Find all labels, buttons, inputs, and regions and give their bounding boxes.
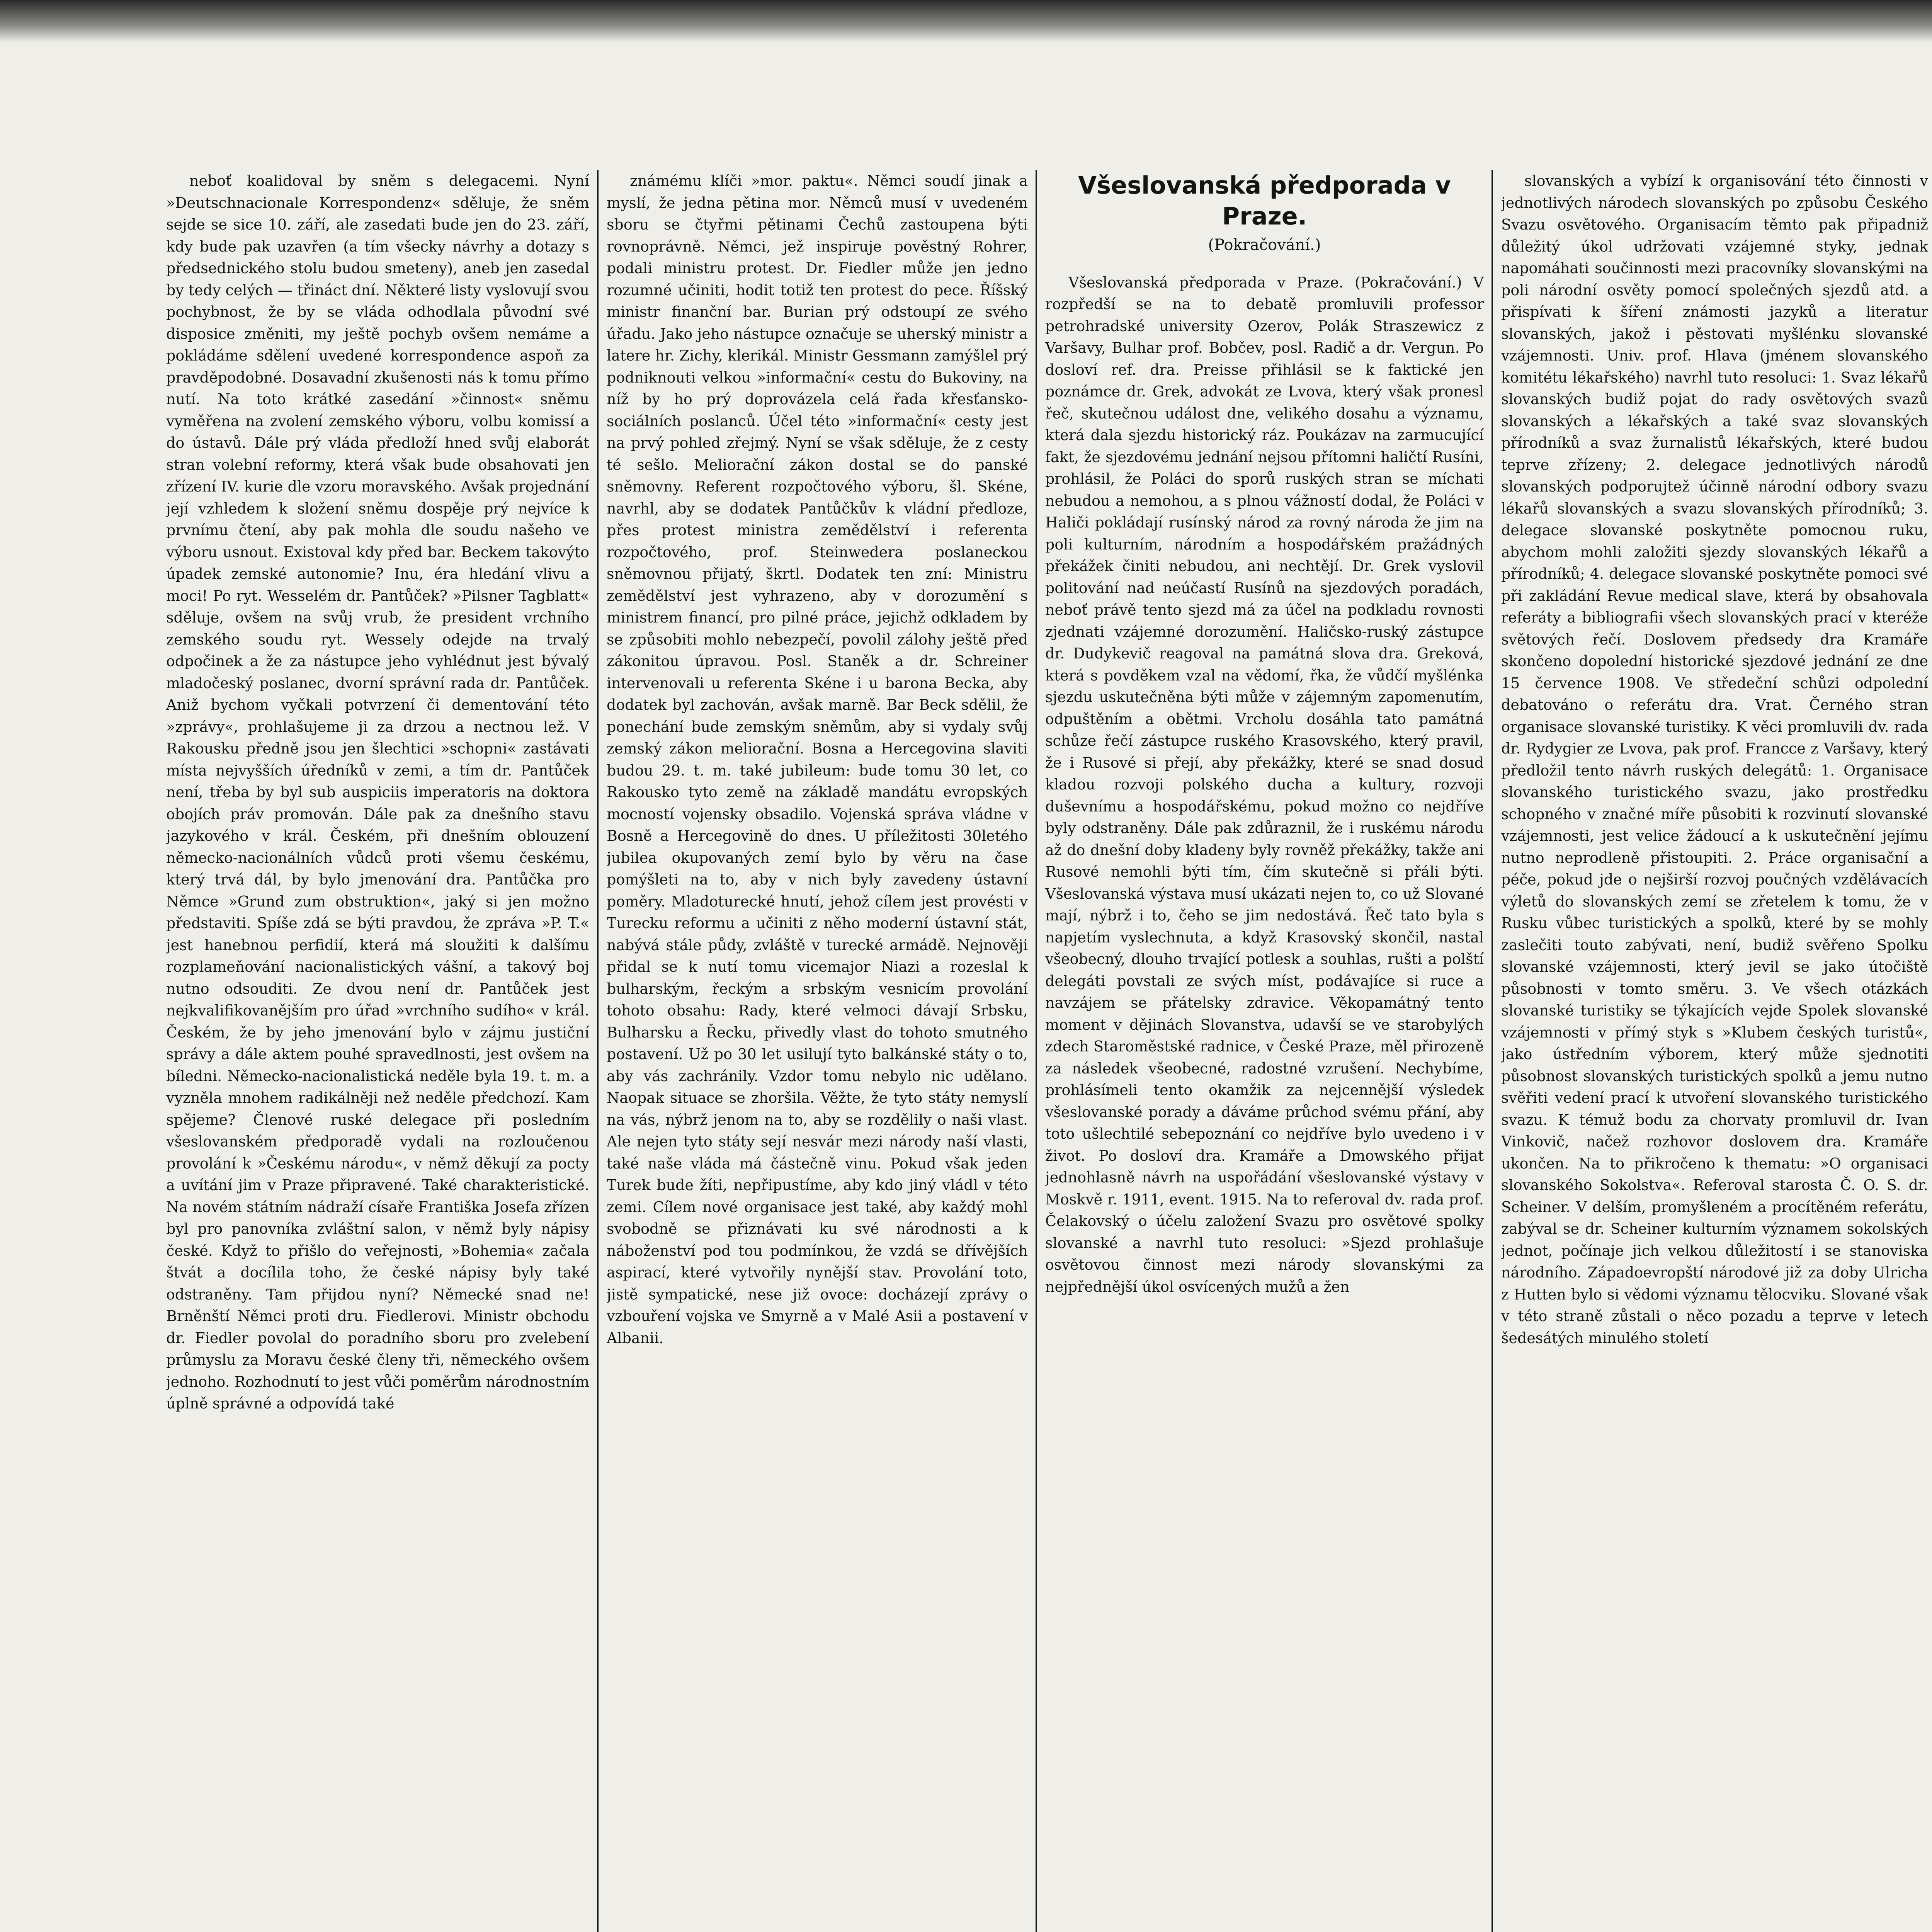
article-column-1	[166, 170, 589, 1932]
article-column-4	[1501, 170, 1928, 1932]
column-text: známému klíči »mor. paktu«. Němci soudí jinak a myslí, že jedna pětina mor. Němců musí v uvedeném sboru se čtyřmi pětinami Čechů zastoupena býti rovnoprávně. Němci, jež inspiruje pověstný Rohrer, podali ministru protest. Dr. Fiedler může jen jedno rozumné učiniti, hodit totiž ten protest do pece. Říšský ministr finanční bar. Burian prý odstoupí ze svého úřadu. Jako jeho nástupce označuje se uherský ministr a latere hr. Zichy, klerikál. Ministr Gessmann zamýšlel prý podniknouti velkou »informační« cestu do Bukoviny, na níž by ho prý doprovázela celá řada křesťansko-sociálních poslanců. Účel této »informační« cesty jest na prvý pohled zřejmý. Nyní se však sděluje, že z cesty té sešlo. Meliorační zákon dostal se do panské sněmovny. Referent rozpočtového výboru, šl. Skéne, navrhl, aby se dodatek Pantůčkův k vládní předloze, přes protest ministra zemědělství i referenta rozpočtového, prof. Steinwedera poslaneckou sněmovnou přijatý, škrtl. Dodatek ten zní: Ministru zemědělství jest vyhrazeno, aby v dorozumění s ministrem financí, pro pilné práce, jejichž odkladem by se způsobiti mohlo nebezpečí, povolil zálohy ještě před zákonitou úpravou. Posl. Staněk a dr. Schreiner intervenovali u referenta Skéne i u barona Becka, aby dodatek byl zachován, avšak marně. Bar Beck sdělil, že ponechání bude zemským sněmům, aby si vydaly svůj zemský zákon meliorační. Bosna a Hercegovina slaviti budou 29. t. m. také jubileum: bude tomu 30 let, co Rakousko tyto země na základě mandátu evropských mocností vojensky obsadilo. Vojenská správa vládne v Bosně a Hercegovině do dnes. U příležitosti 30letého jubilea okupovaných zemí bylo by věru na čase pomýšleti na to, aby v nich byly zavedeny ústavní poměry. Mladoturecké hnutí, jehož cílem jest provésti v Turecku reformu a učiniti z něho moderní ústavní stát, nabývá stále půdy, zvláště v turecké armádě. Nejnověji přidal se k nutí tomu vicemajor Niazi a rozeslal k bulharským, řeckým a srbským vesnicím provolání tohoto obsahu: Rady, které velmoci dávají Srbsku, Bulharsku a Řecku, přivedly vlast do tohoto smutného postavení. Už po 30 let usilují tyto balkánské státy o to, aby vás zachránily. Vzdor tomu nebylo nic udělano. Naopak situace se zhoršila. Věžte, že tyto státy nemyslí na vás, nýbrž jenom na to, aby se rozdělily o naši vlast. Ale nejen tyto státy sejí nesvár mezi národy naší vlasti, také naše vláda má částečně vinu. Pokud však jeden Turek bude žíti, nepřipustíme, aby kdo jiný vládl v této zemi. Cílem nové organisace jest také, aby každý mohl svobodně se přiznávati ku své národnosti a k náboženství pod tou podmínkou, že vzdá se dřívějších aspirací, které vytvořily nynější stav. Provolání toto, jistě sympatické, nese již ovoce: docházejí zprávy o vzbouření vojska ve Smyrně a v Malé Asii a postavení v Albanii.	[607, 172, 1028, 1347]
column-divider-1	[597, 170, 599, 1932]
section-heading: Všeslovanská předporada v Praze.	[1078, 171, 1451, 230]
article-column-2	[607, 170, 1028, 1932]
column-text: neboť koalidoval by sněm s delegacemi. Nyní »Deutschnacionale Korrespondenz« sděluje, že sněm sejde se sice 10. září, ale zasedati bude jen do 23. září, kdy bude pak uzavřen (a tím všecky návrhy a dotazy s předsednického stolu budou smeteny), aneb jen zasedal by tedy celých — třináct dní. Některé listy vyslovují svou pochybnost, že by se vláda odhodlala původní své disposice změniti, my ještě pochyb ovšem nemáme a pokládáme sdělení uvedené korrespondence aspoň za pravděpodobné. Dosavadní zkušenosti nás k tomu přímo nutí. Na toto krátké zasedání »činnost« sněmu vyměřena na zvolení zemského výboru, volbu komissí a do ústavů. Dále prý vláda předloží hned svůj elaborát stran volební reformy, která však bude obsahovati jen zřízení IV. kurie dle vzoru moravského. Avšak projednání její vzhledem k složení sněmu dospěje prý nejvíce k prvnímu čtení, aby pak mohla dle soudu našeho ve výboru usnout. Existoval kdy před bar. Beckem takovýto úpadek zemské autonomie? Inu, éra hledání vlivu a moci! Po ryt. Wesselém dr. Pantůček? »Pilsner Tagblatt« sděluje, ovšem na svůj vrub, že president vrchního zemského soudu ryt. Wessely odejde na trvalý odpočinek a že za nástupce jeho vyhlédnut jest bývalý mladočeský poslanec, dvorní správní rada dr. Pantůček. Aniž bychom vyčkali potvrzení či dementování této »zprávy«, prohlašujeme ji za drzou a nectnou lež. V Rakousku předně jsou jen šlechtici »schopni« zastávati místa nejvyšších úředníků v zemi, a tím dr. Pantůček není, třeba by byl sub auspiciis imperatoris na doktora obojích práv promován. Dále pak za dnešního stavu jazykového v král. Českém, při dnešním oblouzení německo-nacionálních vůdců proti všemu českému, který trvá dál, by bylo jmenování dra. Pantůčka pro Němce »Grund zum obstruktion«, jaký si jen možno představiti. Spíše zdá se býti pravdou, že zpráva »P. T.« jest hanebnou perfidií, která má sloužiti k dalšímu rozplameňování nacionalistických vášní, a takový boj nutno odsouditi. Ze dvou není dr. Pantůček jest nejkvalifikovanějším pro úřad »vrchního sudího« v král. Českém, že by jeho jmenování bylo v zájmu justiční správy a dále aktem pouhé spravedlnosti, jest ovšem na bíledni. Německo-nacionalistická neděle byla 19. t. m. a vyzněla mnohem radikálněji než neděle předchozí. Kam spějeme? Členové ruské delegace při posledním všeslovanském předporadě vydali na rozloučenou provolání k »Českému národu«, v němž děkují za pocty a uvítání jim v Praze připravené. Také charakteristické. Na novém státním nádraží císaře Františka Josefa zřízen byl pro panovníka zvláštní salon, v němž byly nápisy české. Když to přišlo do veřejnosti, »Bohemia« začala štvát a docílila toho, že české nápisy byly také odstraněny. Tam přijdou nyní? Německé snad ne! Brněnští Němci proti dru. Fiedlerovi. Ministr obchodu dr. Fiedler povolal do poradního sboru pro zvelebení průmyslu za Moravu české členy tři, německého ovšem jednoho. Rozhodnutí to jest vůči poměrům národnostním úplně správné a odpovídá také	[166, 172, 589, 1412]
article-column-3	[1045, 170, 1484, 1932]
column-divider-3	[1492, 170, 1493, 1932]
section-subheading: (Pokračování.)	[1208, 236, 1321, 254]
column-divider-2	[1036, 170, 1037, 1932]
column-text: Všeslovanská předporada v Praze. (Pokračování.) V rozpředší se na to debatě promluvili professor petrohradské university Ozerov, Polák Straszewicz z Varšavy, Bulhar prof. Bobčev, posl. Radič a dr. Vergun. Po dosloví ref. dra. Preisse přihlásil se k faktické jen poznámce dr. Grek, advokát ze Lvova, který však pronesl řeč, skutečnou událost dne, velikého dosahu a významu, která dala sjezdu historický ráz. Poukázav na zarmucující fakt, že sjezdovému jednání nejsou přítomni haličtí Rusíni, prohlásil, že Poláci do sporů ruských stran se míchati nebudou a nemohou, a s plnou vážností dodal, že Poláci v Haliči pokládají rusínský národ za rovný národa že jim na poli kulturním, národním a hospodářském pražádných překážek činiti nebudou, ani nechtějí. Dr. Grek vyslovil politování nad neúčastí Rusínů na sjezdových poradách, neboť právě tento sjezd má za účel na podkladu rovnosti zjednati vzájemné dorozumění. Haličsko-ruský zástupce dr. Dudykevič reagoval na památná slova dra. Greková, která s povděkem vzal na vědomí, řka, že vůdčí myšlénka sjezdu uskutečněna býti může v zájemným zapomenutím, odpuštěním a obětmi. Vrcholu dosáhla tato památná schůze řečí zástupce ruského Krasovského, který pravil, že i Rusové si přejí, aby překážky, které se snad dosud kladou rozvoji polského ducha a kultury, rozvoji duševnímu a hospodářskému, pokud možno co nejdříve byly odstraněny. Dále pak zdůraznil, že i ruskému národu až do dnešní doby kladeny byly rovněž překážky, takže ani Rusové nemohli býti tím, čím skutečně si přáli býti. Všeslovanská výstava musí ukázati nejen to, co už Slované mají, nýbrž i to, čeho se jim nedostává. Řeč tato byla s napjetím vyslechnuta, a když Krasovský skončil, nastal všeobecný, dlouho trvající potlesk a souhlas, rušti a polští delegáti povstali ze svých míst, podávajíce si ruce a navzájem se přátelsky zdravice. Věkopamátný tento moment v dějinách Slovanstva, udavší se ve starobylých zdech Staroměstské radnice, v České Praze, měl přirozeně za následek všeobecné, radostné vzrušení. Nechybíme, prohlásímeli tento okamžik za nejcennější výsledek všeslovanské porady a dáváme průchod svému přání, aby toto ušlechtilé sebepoznání co nejdříve bylo uvedeno i v život. Po dosloví dra. Kramáře a Dmowského přijat jednohlasně návrh na uspořádání všeslovanské výstavy v Moskvě r. 1911, event. 1915. Na to referoval dv. rada prof. Čelakovský o účelu založení Svazu pro osvětové spolky slovanské a navrhl tuto resoluci: »Sjezd prohlašuje osvětovou činnost mezi národy slovanskými za nejpřednější úkol osvícených mužů a žen	[1045, 274, 1484, 1295]
scan-edge-shadow	[0, 0, 1932, 43]
column-text: slovanských a vybízí k organisování této činnosti v jednotlivých národech slovanských po způsobu Českého Svazu osvětového. Organisacím těmto pak připadniž důležitý úkol udržovati vzájemné styky, jednak napomáhati součinnosti mezi pracovníky slovanskými na poli národní osvěty pomocí společných sjezdů atd. a přispívati k šíření známosti jazyků a literatur slovanských, jakož i pěstovati myšlénku slovanské vzájemnosti. Univ. prof. Hlava (jménem slovanského komitétu lékařského) navrhl tuto resoluci: 1. Svaz lékařů slovanských budiž pojat do rady osvětových svazů slovanských a lékařských a také svaz slovanských přírodníků a svaz žurnalistů lékařských, které budou teprve zřízeny; 2. delegace jednotlivých národů slovanských podporujtež účinně národní odbory svazu lékařů slovanských a svazu slovanských přírodníků; 3. delegace slovanské poskytněte pomocnou ruku, abychom mohli založiti sjezdy slovanských lékařů a přírodníků; 4. delegace slovanské poskytněte pomoci své při zakládání Revue medical slave, která by obsahovala referáty a bibliografii všech slovanských prací v kteréže světových řečí. Doslovem předsedy dra Kramáře skončeno dopolední historické sjezdové jednání ze dne 15 července 1908. Ve středeční schůzi odpolední debatováno o referátu dra. Vrat. Černého stran organisace slovanské turistiky. K věci promluvili dv. rada dr. Rydygier ze Lvova, pak prof. Francce z Varšavy, který předložil tento návrh ruských delegátů: 1. Organisace slovanského turistického svazu, jako prostředku schopného v značné míře působiti k rozvinutí slovanské vzájemnosti, jest velice žádoucí a k uskutečnění jejímu nutno neprodleně přistoupiti. 2. Práce organisační a péče, pokud jde o nejširší rozvoj poučných vzdělávacích výletů do slovanských zemí se zřetelem k tomu, že v Rusku vůbec turistických a spolků, které by se mohly zaslečiti touto zabývati, není, budiž svěřeno Spolku slovanské vzájemnosti, který jevil se jako útočiště působnosti v tomto směru. 3. Ve všech otázkách slovanské turistiky se týkajících vejde Spolek slovanské vzájemnosti v přímý styk s »Klubem českých turistů«, jako ústředním výborem, který může sjednotiti působnost slovanských turistických spolků a jemu nutno svěřiti vedení prací k utvoření slovanského turistického svazu. K témuž bodu za chorvaty promluvil dr. Ivan Vinkovič, načež rozhovor doslovem dra. Kramáře ukončen. Na to přikročeno k thematu: »O organisaci slovanského Sokolstva«. Referoval starosta Č. O. S. dr. Scheiner. V delším, promyšleném a procítěném referátu, zabýval se dr. Scheiner kulturním významem sokolských jednot, počínaje jich velkou důležitostí i se stanoviska národního. Západoevropští národové již za doby Ulricha z Hutten bylo si vědomi významu tělocviku. Slované však v této straně zůstali o něco pozadu a teprve v letech šedesátých minulého století	[1501, 172, 1928, 1347]
